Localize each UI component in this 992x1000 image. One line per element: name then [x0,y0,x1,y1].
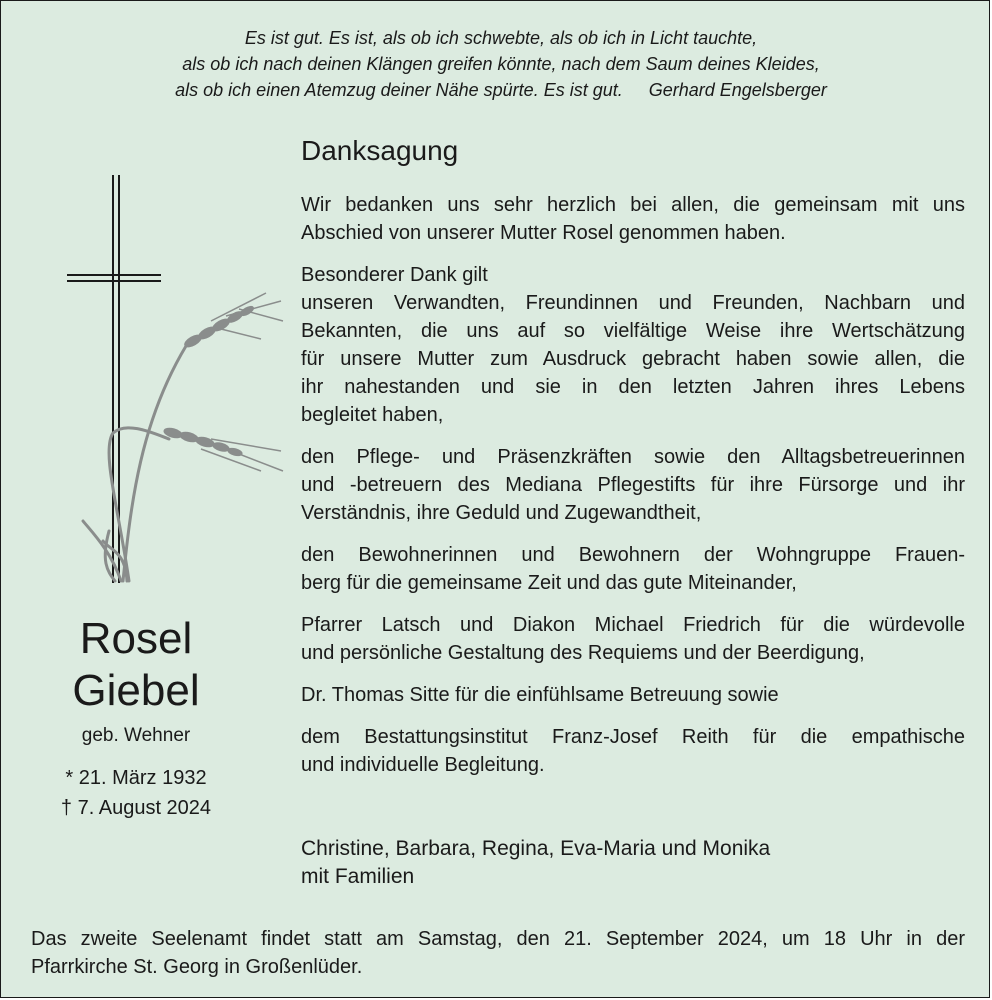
paragraph-line: unseren Verwandten, Freundinnen und Freunden, Nachbarn und [301,292,965,314]
paragraph-line: Besonderer Dank gilt [301,264,488,286]
paragraph-5 [301,611,965,667]
birth-date: * 21. März 1932 [65,767,207,789]
quote-author: Gerhard Engelsberger [648,80,827,100]
paragraph-line: den Bewohnerinnen und Bewohnern der Wohngruppe Frauen- [301,544,965,566]
paragraph-2 [301,261,965,429]
paragraph-7 [301,723,965,779]
deceased-info [21,613,251,823]
deceased-birth-name: geb. Wehner [81,725,191,746]
paragraph-line: berg für die gemeinsame Zeit und das gute Miteinander, [301,572,797,594]
quote-line-3 [61,77,941,103]
paragraph-1 [301,191,965,247]
paragraph-line: für unsere Mutter zum Ausdruck gebracht haben sowie allen, die [301,348,965,370]
deceased-first-name: Rosel [79,614,193,663]
paragraph-line: Abschied von unserer Mutter Rosel genommen haben. [301,222,786,244]
quote-line-2: als ob ich nach deinen Klängen greifen könnte, nach dem Saum deines Kleides, [182,54,820,74]
paragraph-4 [301,541,965,597]
paragraph-line: begleitet haben, [301,404,444,426]
quote-block [61,25,941,103]
signature-line-2: mit Familien [301,865,415,888]
signature-line-1: Christine, Barbara, Regina, Eva-Maria und Monika [301,837,771,860]
thanks-text [301,191,965,779]
service-notice-line-1: Das zweite Seelenamt findet statt am Samstag, den 21. September 2024, um 18 Uhr in der [31,928,965,950]
cross-and-wheat-illustration [61,171,291,591]
paragraph-line: Wir bedanken uns sehr herzlich bei allen, die gemeinsam mit uns [301,194,965,216]
paragraph-line: Bekannten, die uns auf so vielfältige Weise ihre Wertschätzung [301,320,965,342]
death-date: † 7. August 2024 [60,797,212,819]
wheat-ear-upper [183,293,283,349]
paragraph-line: und individuelle Begleitung. [301,754,545,776]
heading-danksagung: Danksagung [301,135,459,166]
paragraph-line: den Pflege- und Präsenzkräften sowie den Alltagsbetreuerinnen [301,446,965,468]
cross-icon [67,175,161,583]
service-notice-line-2: Pfarrkirche St. Georg in Großenlüder. [31,956,363,978]
paragraph-line: und -betreuern des Mediana Pflegestifts für ihre Fürsorge und ihr [301,474,965,496]
paragraph-line: dem Bestattungsinstitut Franz-Josef Reith für die empathische [301,726,965,748]
service-notice [31,925,965,981]
quote-line-1: Es ist gut. Es ist, als ob ich schwebte, als ob ich in Licht tauchte, [244,28,758,48]
paragraph-3 [301,443,965,527]
paragraph-line: Dr. Thomas Sitte für die einfühlsame Betreuung sowie [301,684,779,706]
paragraph-line: und persönliche Gestaltung des Requiems und der Beerdigung, [301,642,865,664]
quote-line-3-text: als ob ich einen Atemzug deiner Nähe spürte. Es ist gut. [175,80,623,100]
wheat-icon [83,346,186,581]
paragraph-line: ihr nahestanden und sie in den letzten Jahren ihres Lebens [301,376,965,398]
paragraph-line: Pfarrer Latsch und Diakon Michael Friedrich für die würdevolle [301,614,965,636]
deceased-last-name: Giebel [72,666,200,715]
signature-block [301,835,770,891]
paragraph-6 [301,681,965,709]
wheat-ear-lower [163,427,283,471]
paragraph-line: Verständnis, ihre Geduld und Zugewandtheit, [301,502,702,524]
